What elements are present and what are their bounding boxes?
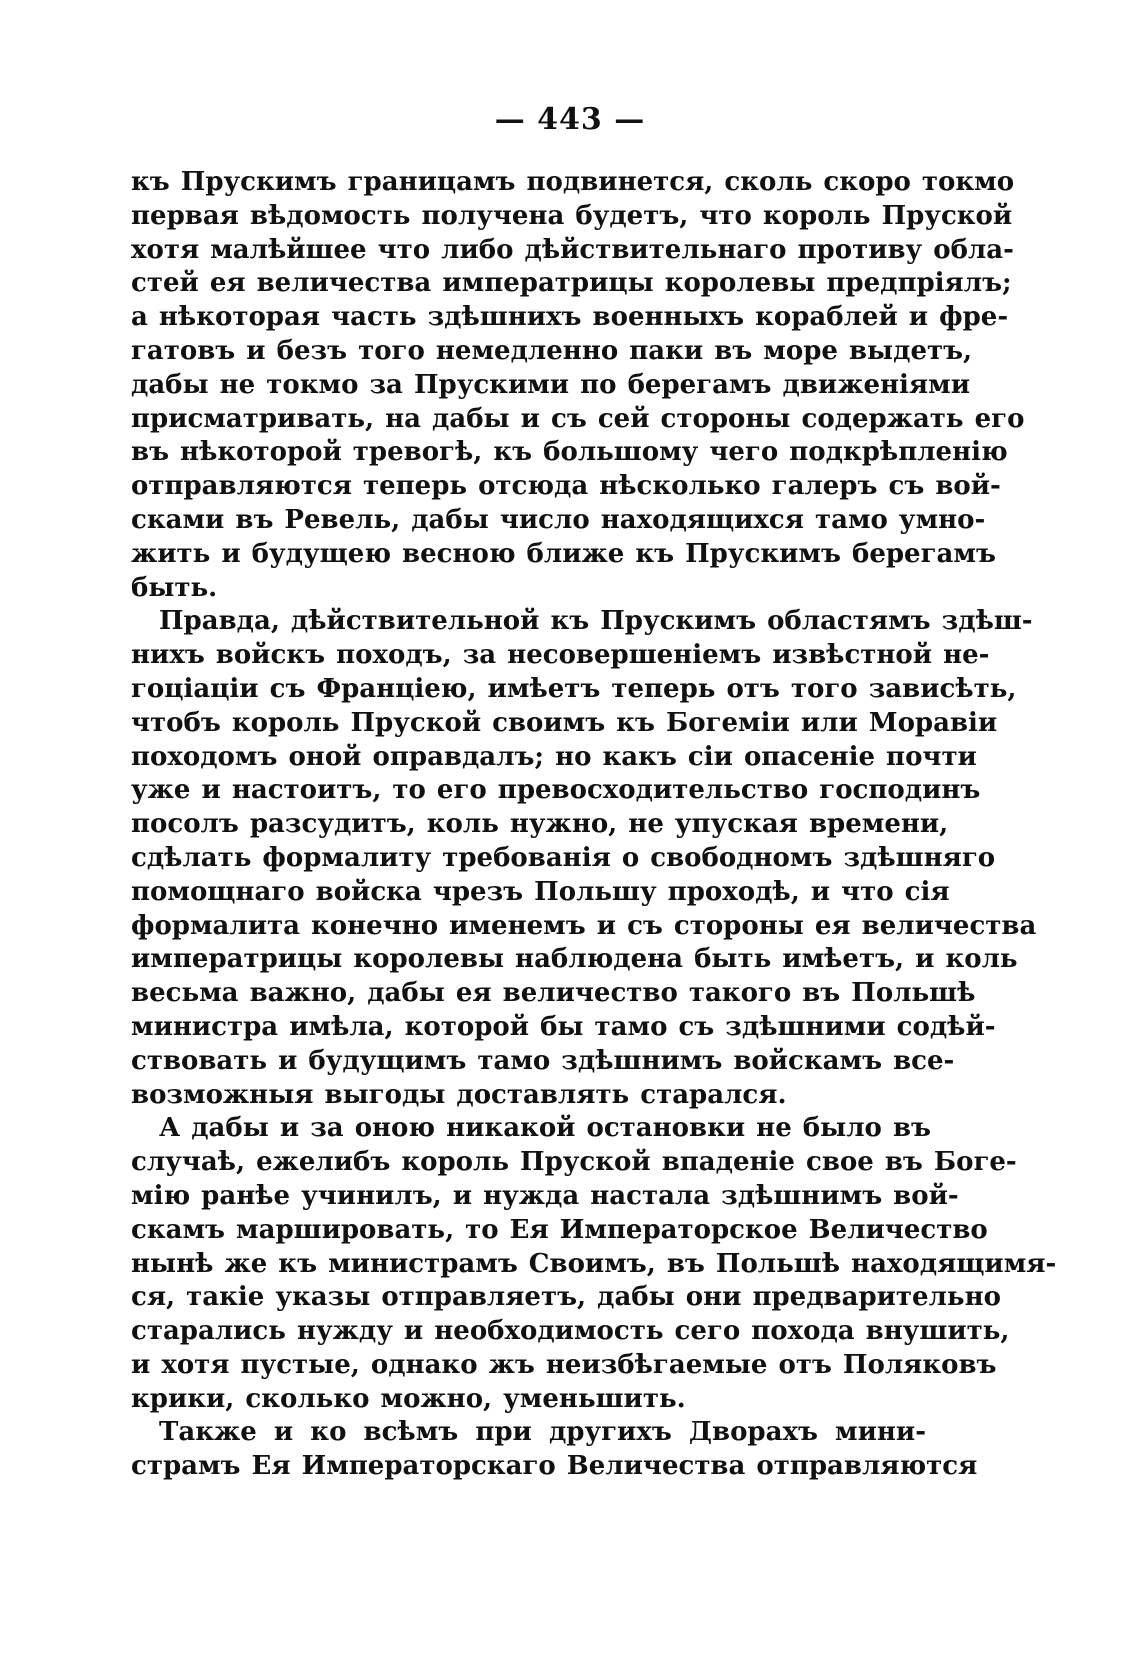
text-line: и хотя пустые, однако жъ неизбѣгаемые отъ Поляковъ: [131, 1349, 997, 1380]
text-line: стей ея величества императрицы королевы предпріялъ;: [131, 268, 1012, 299]
text-line: отправляются теперь отсюда нѣсколько галеръ съ вой-: [131, 471, 1001, 502]
text-line: ся, такіе указы отправляетъ, дабы они предварительно: [131, 1282, 1001, 1313]
text-line: Правда, дѣйствительной къ Прускимъ областямъ здѣш-: [159, 606, 1033, 637]
text-line: походомъ оной оправдалъ; но какъ сіи опасеніе почти: [131, 741, 977, 772]
text-line: нынѣ же къ министрамъ Своимъ, въ Польшѣ находящимя-: [131, 1248, 1057, 1279]
text-line: а нѣкоторая часть здѣшнихъ военныхъ кораблей и фре-: [131, 302, 1009, 333]
text-line: мію ранѣе учинилъ, и нужда настала здѣшнимъ вой-: [131, 1180, 959, 1211]
text-line: нихъ войскъ походъ, за несовершеніемъ извѣстной не-: [131, 640, 990, 671]
text-line: Также и ко всѣмъ при другихъ Дворахъ мини-: [159, 1417, 926, 1448]
text-line: сками въ Ревель, дабы число находящихся тамо умно-: [131, 504, 986, 535]
text-line: ствовать и будущимъ тамо здѣшнимъ войскамъ все-: [131, 1045, 955, 1076]
text-line: дабы не токмо за Прускими по берегамъ движеніями: [131, 369, 970, 400]
text-line: къ Прускимъ границамъ подвинется, сколь скоро токмо: [131, 167, 1015, 197]
text-line: гатовъ и безъ того немедленно паки въ море выдетъ,: [131, 335, 973, 366]
text-line: весьма важно, дабы ея величество такого въ Польшѣ: [131, 978, 976, 1009]
text-line: сдѣлать формалиту требованія о свободномъ здѣшняго: [131, 842, 996, 873]
text-line: уже и настоитъ, то его превосходительство господинъ: [131, 775, 981, 806]
text-line: старались нужду и необходимость сего похода внушить,: [131, 1316, 1010, 1347]
text-line: возможныя выгоды доставлять старался.: [131, 1079, 787, 1110]
text-line: скамъ маршировать, то Ея Императорское Величество: [131, 1214, 988, 1245]
text-line: жить и будущею весною ближе къ Прускимъ берегамъ: [131, 538, 996, 569]
text-line: посолъ разсудитъ, коль нужно, не упуская времени,: [131, 809, 949, 840]
text-line: въ нѣкоторой тревогѣ, къ большому чего подкрѣпленію: [131, 437, 1008, 468]
text-line: крики, сколько можно, уменьшить.: [131, 1383, 686, 1414]
page-number: — 443 —: [494, 102, 646, 137]
text-line: чтобъ король Пруской своимъ къ Богеміи или Моравіи: [131, 707, 998, 738]
body-text: [131, 166, 1057, 1484]
text-line: быть.: [131, 572, 218, 603]
text-line: хотя малѣйшее что либо дѣйствительнаго противу обла-: [131, 234, 1014, 265]
text-line: министра имѣла, которой бы тамо съ здѣшними содѣй-: [131, 1011, 996, 1042]
text-line: А дабы и за оною никакой остановки не было въ: [159, 1113, 931, 1144]
text-line: гоціаціи съ Франціею, имѣетъ теперь отъ того зависѣть,: [131, 673, 1017, 704]
text-line: страмъ Ея Императорскаго Величества отправляются: [131, 1451, 978, 1482]
text-line: случаѣ, ежелибъ король Пруской впаденіе свое въ Боге-: [131, 1147, 1017, 1178]
text-line: формалита конечно именемъ и съ стороны ея величества: [131, 910, 1037, 941]
text-line: императрицы королевы наблюдена быть имѣетъ, и коль: [131, 944, 1018, 975]
text-line: присматривать, на дабы и съ сей стороны содержать его: [131, 403, 1025, 434]
text-line: помощнаго войска чрезъ Польшу проходѣ, и что сія: [131, 876, 950, 907]
text-line: первая вѣдомость получена будетъ, что король Пруской: [131, 200, 1013, 231]
